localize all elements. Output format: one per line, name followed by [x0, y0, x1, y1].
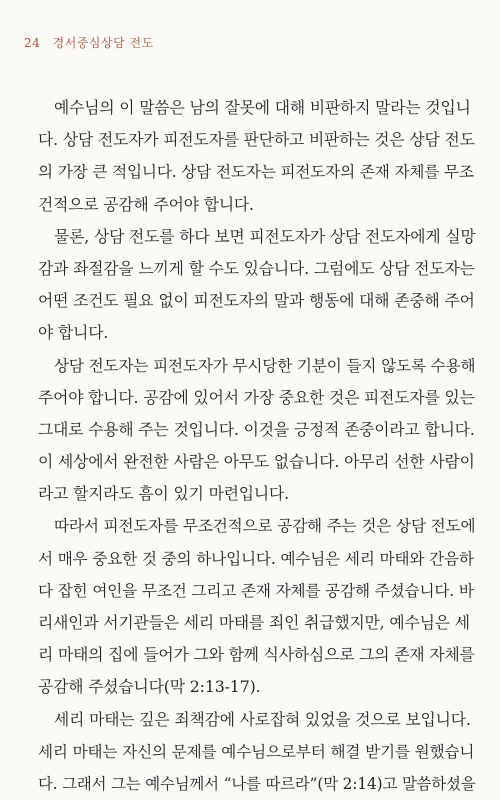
text-line: 감과 좌절감을 느끼게 할 수도 있습니다. 그럼에도 상담 전도자는: [38, 258, 475, 278]
text-line: 다 잡힌 여인을 무조건 그리고 존재 자체를 공감해 주셨습니다. 바: [38, 581, 474, 600]
text-line: 세리 마태는 자신의 문제를 예수님으로부터 해결 받기를 원했습니: [38, 742, 475, 761]
text-line: 어떤 조건도 필요 없이 피전도자의 말과 행동에 대해 존중해 주어: [38, 291, 475, 311]
book-title: 경서중심상담 전도: [52, 36, 154, 50]
text-line: 건적으로 공감해 주어야 합니다.: [38, 194, 254, 214]
text-line: 다. 그래서 그는 예수님께서 “나를 따르라”(막 2:14)고 말씀하셨을: [38, 774, 476, 793]
page-number: 24: [24, 36, 41, 50]
text-line: 서 매우 중요한 것 중의 하나입니다. 예수님은 세리 마태와 간음하: [38, 549, 474, 568]
text-line: 리 마태의 집에 들어가 그와 함께 식사하심으로 그의 존재 자체를: [38, 645, 475, 665]
paragraph-first-line: 상담 전도자는 피전도자가 무시당한 기분이 들지 않도록 수용해: [54, 356, 476, 375]
body-text: [38, 92, 478, 800]
text-line: 공감해 주셨습니다(막 2:13-17).: [38, 677, 261, 697]
paragraph-first-line: 따라서 피전도자를 무조건적으로 공감해 주는 것은 상담 전도에: [54, 517, 476, 536]
paragraph-first-line: 물론, 상담 전도를 하다 보면 피전도자가 상담 전도자에게 실망: [54, 226, 476, 246]
text-line: 야 합니다.: [38, 323, 109, 343]
text-line: 이 세상에서 완전한 사람은 아무도 없습니다. 아무리 선한 사람이: [38, 452, 475, 472]
text-line: 그대로 수용해 주는 것입니다. 이것을 긍정적 존중이라고 합니다.: [38, 419, 475, 439]
paragraph-first-line: 예수님의 이 말씀은 남의 잘못에 대해 비판하지 말라는 것입니: [54, 98, 471, 117]
text-line: 다. 상담 전도자가 피전도자를 판단하고 비판하는 것은 상담 전도: [38, 130, 475, 150]
running-header: [24, 34, 154, 51]
text-line: 의 가장 큰 적입니다. 상담 전도자는 피전도자의 존재 자체를 무조: [38, 163, 474, 182]
text-line: 리새인과 서기관들은 세리 마태를 죄인 취급했지만, 예수님은 세: [38, 613, 470, 632]
paragraph-first-line: 세리 마태는 깊은 죄책감에 사로잡혀 있었을 것으로 보입니다.: [54, 709, 471, 729]
text-line: 주어야 합니다. 공감에 있어서 가장 중요한 것은 피전도자를 있는: [38, 387, 475, 407]
text-line: 라고 할지라도 흠이 있기 마련입니다.: [38, 484, 290, 504]
